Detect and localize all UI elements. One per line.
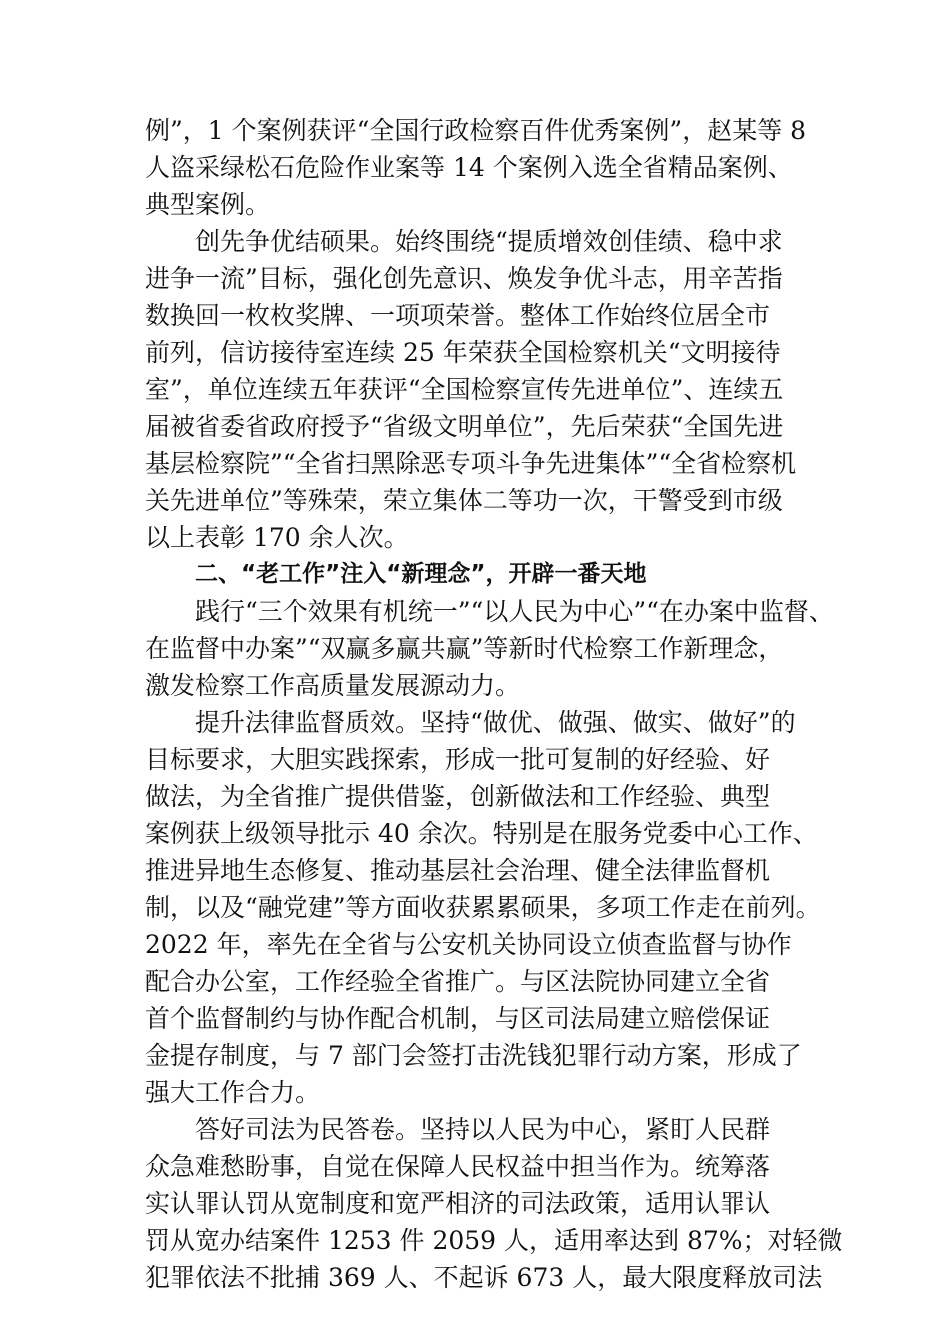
text-line: 激发检察工作高质量发展源动力。: [145, 671, 521, 700]
text-line: 届被省委省政府授予“省级文明单位”，先后荣获“全国先进: [145, 412, 784, 441]
text-line: 强大工作合力。: [145, 1078, 321, 1107]
text-line: 提升法律监督质效。坚持“做优、做强、做实、做好”的: [195, 708, 796, 737]
text-line: 案例获上级领导批示 40 余次。特别是在服务党委中心工作、: [145, 819, 818, 848]
text-line: 前列，信访接待室连续 25 年荣获全国检察机关“文明接待: [145, 338, 781, 367]
text-line: 室”，单位连续五年获评“全国检察宣传先进单位”、连续五: [145, 375, 784, 404]
text-line: 实认罪认罚从宽制度和宽严相济的司法政策，适用认罪认: [145, 1189, 771, 1218]
text-line: 配合办公室，工作经验全省推广。与区法院协同建立全省: [145, 967, 771, 996]
text-line: 众急难愁盼事，自觉在保障人民权益中担当作为。统筹落: [145, 1152, 771, 1181]
text-line: 做法，为全省推广提供借鉴，创新做法和工作经验、典型: [145, 782, 771, 811]
text-line: 犯罪依法不批捕 369 人、不起诉 673 人，最大限度释放司法: [145, 1263, 823, 1292]
text-line: 首个监督制约与协作配合机制，与区司法局建立赔偿保证: [145, 1004, 771, 1033]
text-line: 在监督中办案”“双赢多赢共赢”等新时代检察工作新理念，: [145, 634, 784, 663]
text-line: 答好司法为民答卷。坚持以人民为中心，紧盯人民群: [195, 1115, 771, 1144]
text-line: 以上表彰 170 余人次。: [145, 523, 409, 552]
text-line: 典型案例。: [145, 190, 271, 219]
text-line: 推进异地生态修复、推动基层社会治理、健全法律监督机: [145, 856, 771, 885]
section-heading: 二、“老工作”注入“新理念”，开辟一番天地: [195, 561, 647, 587]
text-line: 基层检察院”“全省扫黑除恶专项斗争先进集体”“全省检察机: [145, 449, 797, 478]
text-line: 例”，1 个案例获评“全国行政检察百件优秀案例”，赵某等 8: [145, 116, 807, 145]
text-line: 践行“三个效果有机统一”“以人民为中心”“在办案中监督、: [195, 597, 834, 626]
text-line: 数换回一枚枚奖牌、一项项荣誉。整体工作始终位居全市: [145, 301, 771, 330]
document-body: [145, 112, 843, 1296]
text-line: 进争一流”目标，强化创先意识、焕发争优斗志，用辛苦指: [145, 264, 783, 293]
text-line: 人盗采绿松石危险作业案等 14 个案例入选全省精品案例、: [145, 153, 793, 182]
text-line: 罚从宽办结案件 1253 件 2059 人，适用率达到 87%；对轻微: [145, 1226, 843, 1255]
text-line: 制，以及“融党建”等方面收获累累硕果，多项工作走在前列。: [145, 893, 821, 922]
text-line: 目标要求，大胆实践探索，形成一批可复制的好经验、好: [145, 745, 771, 774]
text-line: 2022 年，率先在全省与公安机关协同设立侦查监督与协作: [145, 930, 792, 959]
text-line: 创先争优结硕果。始终围绕“提质增效创佳绩、稳中求: [195, 227, 783, 256]
text-line: 金提存制度，与 7 部门会签打击洗钱犯罪行动方案，形成了: [145, 1041, 802, 1070]
text-line: 关先进单位”等殊荣，荣立集体二等功一次，干警受到市级: [145, 486, 783, 515]
